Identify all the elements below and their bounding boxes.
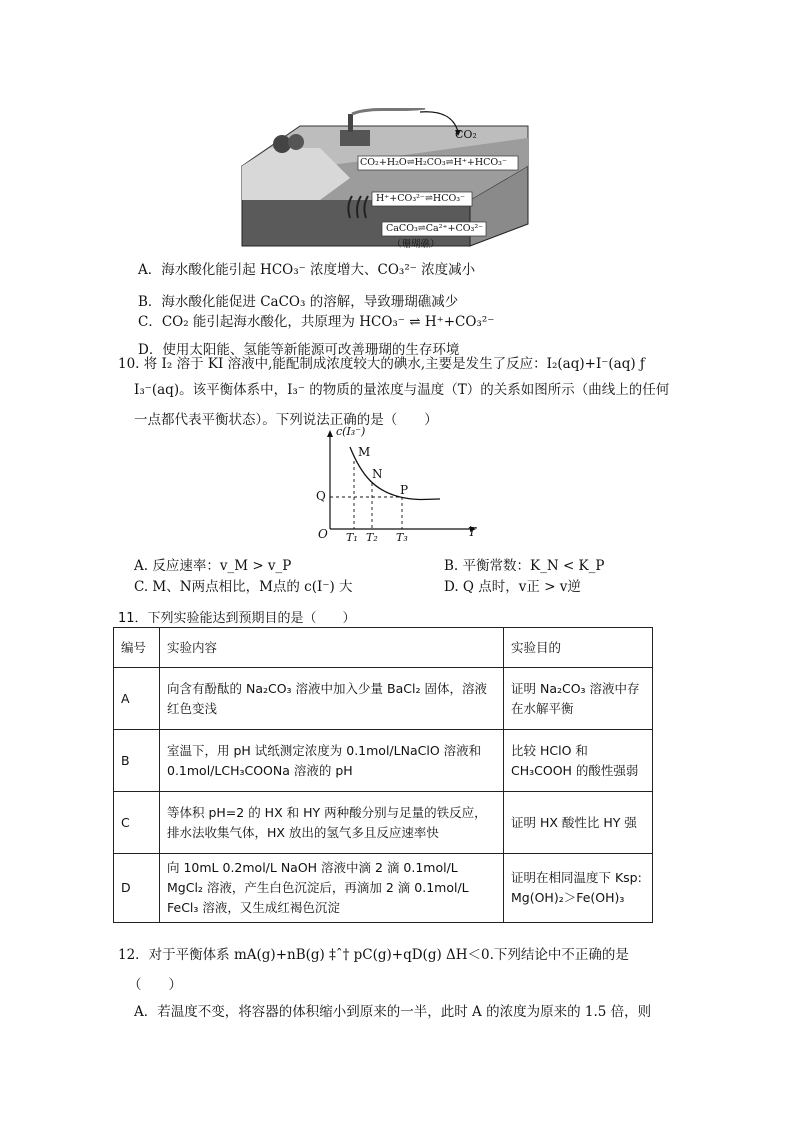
q10-option-a: A. 反应速率：v_M > v_P xyxy=(134,558,292,574)
graph-canvas xyxy=(318,425,478,545)
table-row xyxy=(114,792,653,854)
q10-stem-line2: I₃⁻(aq)。该平衡体系中，I₃⁻ 的物质的量浓度与温度（T）的关系如图所示（曲线上的任何 xyxy=(134,382,670,398)
co2-label: CO₂ xyxy=(455,128,477,141)
q12-paren: （ ） xyxy=(128,977,182,993)
row-d-content: 向 10mL 0.2mol/L NaOH 溶液中滴 2 滴 0.1mol/L MgCl₂ 溶液，产生白色沉淀后，再滴加 2 滴 0.1mol/L FeCl₃ 溶液，又生成红褐色沉淀 xyxy=(160,854,504,923)
q10-option-c: C. M、N两点相比，M点的 c(I⁻) 大 xyxy=(134,579,353,595)
ocean-block-illustration xyxy=(240,108,530,250)
point-p-label: P xyxy=(400,483,409,497)
row-d-purpose: 证明在相同温度下 Ksp: Mg(OH)₂＞Fe(OH)₃ xyxy=(504,854,653,923)
tick-t1: T₁ xyxy=(346,531,358,544)
x-axis-label: T xyxy=(468,525,477,539)
q9-option-c: C．CO₂ 能引起海水酸化，共原理为 HCO₃⁻ ⇌ H⁺+CO₃²⁻ xyxy=(138,314,495,330)
table-row xyxy=(114,730,653,792)
row-d-id: D xyxy=(114,854,160,923)
q12-stem: 12．对于平衡体系 mA(g)+nB(g) ‡ˆ† pC(g)+qD(g) ΔH＜0.下列结论中不正确的是 xyxy=(118,947,629,963)
y-axis-label: c(I₃⁻) xyxy=(336,425,366,438)
q10-option-d: D. Q 点时，v正 > v逆 xyxy=(444,579,581,595)
point-q-label: Q xyxy=(316,489,326,503)
concentration-temperature-graph xyxy=(318,425,478,545)
equation-dissolution: CO₂+H₂O⇌H₂CO₃⇌H⁺+HCO₃⁻ xyxy=(360,157,508,168)
row-b-id: B xyxy=(114,730,160,792)
table-header-row xyxy=(114,628,653,668)
q9-option-a: A．海水酸化能引起 HCO₃⁻ 浓度增大、CO₃²⁻ 浓度减小 xyxy=(138,262,476,278)
equation-calcium-carbonate: CaCO₃⇌Ca²⁺+CO₃²⁻ xyxy=(386,223,484,234)
row-c-purpose: 证明 HX 酸性比 HY 强 xyxy=(504,792,653,854)
header-content: 实验内容 xyxy=(160,628,504,668)
row-b-content: 室温下，用 pH 试纸测定浓度为 0.1mol/LNaClO 溶液和 0.1mol/LCH₃COONa 溶液的 pH xyxy=(160,730,504,792)
row-b-purpose: 比较 HClO 和 CH₃COOH 的酸性强弱 xyxy=(504,730,653,792)
tick-t2: T₂ xyxy=(366,531,378,544)
origin-label: O xyxy=(318,527,328,541)
q9-option-b: B．海水酸化能促进 CaCO₃ 的溶解，导致珊瑚礁减少 xyxy=(138,294,459,310)
table-row xyxy=(114,668,653,730)
ocean-acidification-figure xyxy=(240,108,530,250)
point-n-label: N xyxy=(372,467,383,481)
q9-option-d: D．使用太阳能、氢能等新能源可改善珊瑚的生存环境 xyxy=(138,342,460,358)
q12-option-a: A．若温度不变，将容器的体积缩小到原来的一半，此时 A 的浓度为原来的 1.5 倍，则 xyxy=(134,1004,652,1020)
q10-option-b: B. 平衡常数：K_N < K_P xyxy=(444,558,605,574)
header-number: 编号 xyxy=(114,628,160,668)
tick-t3: T₃ xyxy=(396,531,408,544)
row-c-content: 等体积 pH=2 的 HX 和 HY 两种酸分别与足量的铁反应，排水法收集气体，HX 放出的氢气多且反应速率快 xyxy=(160,792,504,854)
row-a-purpose: 证明 Na₂CO₃ 溶液中存在水解平衡 xyxy=(504,668,653,730)
q10-stem-line3: 一点都代表平衡状态）。下列说法正确的是（ ） xyxy=(134,412,438,428)
table-row xyxy=(114,854,653,923)
q11-stem: 11．下列实验能达到预期目的是（ ） xyxy=(118,611,356,626)
row-a-id: A xyxy=(114,668,160,730)
row-a-content: 向含有酚酞的 Na₂CO₃ 溶液中加入少量 BaCl₂ 固体，溶液红色变浅 xyxy=(160,668,504,730)
header-purpose: 实验目的 xyxy=(504,628,653,668)
experiment-table xyxy=(113,627,653,923)
point-m-label: M xyxy=(358,445,371,459)
coral-reef-note: （珊瑚礁） xyxy=(392,239,440,250)
equation-carbonate: H⁺+CO₃²⁻⇌HCO₃⁻ xyxy=(376,193,466,204)
row-c-id: C xyxy=(114,792,160,854)
q10-stem-line1: 10. 将 I₂ 溶于 KI 溶液中,能配制成浓度较大的碘水,主要是发生了反应：I₂(aq)+I⁻(aq) ƒ xyxy=(118,356,645,372)
